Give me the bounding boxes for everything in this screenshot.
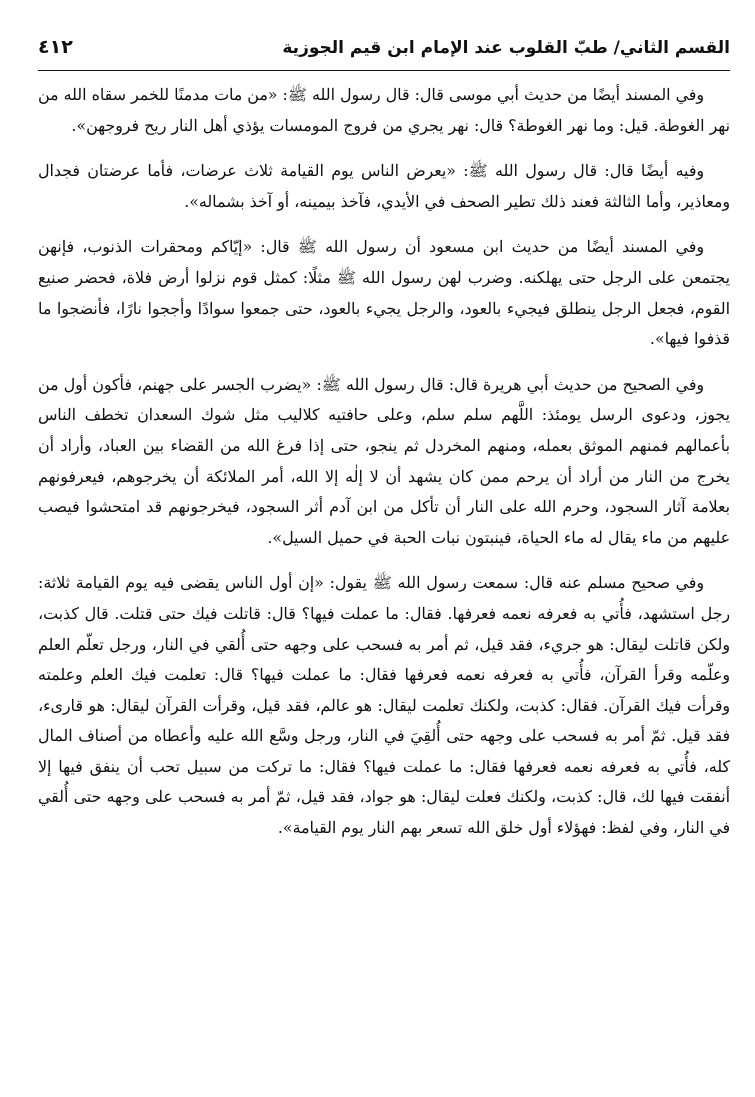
paragraph-3: وفي المسند أيضًا من حديث ابن مسعود أن رسول الله ﷺ قال: «إيّاكم ومحقرات الذنوب، فإنهن يجتمعن على الرجل حتى يهلكنه. وضرب لهن رسول الله ﷺ مثلًا: كمثل قوم نزلوا أرض فلاة، فحضر صنيع القوم، فجعل الرجل ينطلق فيجيء بالعود، والرجل يجيء بالعود، حتى جمعوا سوادًا وأججوا نارًا، فأنضجوا ما قذفوا فيها». xyxy=(38,237,730,349)
page-body xyxy=(38,80,730,1080)
page-number: ٤١٢ xyxy=(38,36,73,58)
header-rule xyxy=(38,70,730,71)
paragraph-5: وفي صحيح مسلم عنه قال: سمعت رسول الله ﷺ يقول: «إن أول الناس يقضى فيه يوم القيامة ثلاثة: رجل استشهد، فأُتي به فعرفه نعمه فعرفها. فقال: ما عملت فيها؟ قال: قاتلت فيك حتى قتلت. قال كذبت، ولكن قاتلت ليقال: هو جريء، فقد قيل، ثم أمر به فسحب على وجهه حتى أُلقي في النار، ورجل تعلّم العلم وعلّمه وقرأ القرآن، فأُتي به فعرفه نعمه فعرفها فقال: ما عملت فيها؟ قال: تعلمت فيك العلم وعلمته وقرأت فيك القرآن. فقال: كذبت، ولكنك تعلمت ليقال: هو عالم، فقد قيل، وقرأت القرآن ليقال: هو قارىء، فقد قيل. ثمّ أمر به فسحب على وجهه حتى أُلقِيَ في النار، ورجل وسَّع الله عليه وأعطاه من أصناف المال كله، فأُتي به فعرفه نعمه فعرفها فقال: ما عملت فيها؟ فقال: ما تركت من سبيل تحب أن ينفق فيها إلا أنفقت فيها لك، قال: كذبت، ولكنك فعلت ليقال: هو جواد، فقد قيل، ثمّ أمر به فسحب على وجهه حتى أُلقي في النار، وفي لفظ: فهؤلاء أول خلق الله تسعر بهم النار يوم القيامة». xyxy=(38,573,730,838)
paragraph-2: وفيه أيضًا قال: قال رسول الله ﷺ: «يعرض الناس يوم القيامة ثلاث عرضات، فأما عرضتان فجدال ومعاذير، وأما الثالثة فعند ذلك تطير الصحف في الأيدي، فآخذ بيمينه، أو آخذ بشماله». xyxy=(38,161,730,211)
paragraph-4: وفي الصحيح من حديث أبي هريرة قال: قال رسول الله ﷺ: «يضرب الجسر على جهنم، فأكون أول من يجوز، ودعوى الرسل يومئذ: اللَّهم سلم سلم، وعلى حافتيه كلاليب مثل شوك السعدان تخطف الناس بأعمالهم فمنهم الموثق بعمله، ومنهم المخردل ثم ينجو، حتى إذا فرغ الله من القضاء بين العباد، وأراد أن يخرج من النار من أراد أن يرحم ممن كان يشهد أن لا إلٰه إلا الله، أمر الملائكة أن يخرجوهم، فيعرفونهم بعلامة آثار السجود، وحرم الله على النار أن تأكل من ابن آدم أثر السجود، فيخرجونهم قد امتحشوا فيصب عليهم من ماء يقال له ماء الحياة، فينبتون نبات الحبة في حميل السيل». xyxy=(38,374,730,547)
paragraph-1: وفي المسند أيضًا من حديث أبي موسى قال: قال رسول الله ﷺ: «من مات مدمنًا للخمر سقاه الله من نهر الغوطة. قيل: وما نهر الغوطة؟ قال: نهر يجري من فروج المومسات يؤذي أهل النار ريح فروجهن». xyxy=(38,85,730,135)
running-title: القسم الثاني/ طبّ القلوب عند الإمام ابن قيم الجوزية xyxy=(282,38,730,58)
page-header xyxy=(38,36,730,66)
